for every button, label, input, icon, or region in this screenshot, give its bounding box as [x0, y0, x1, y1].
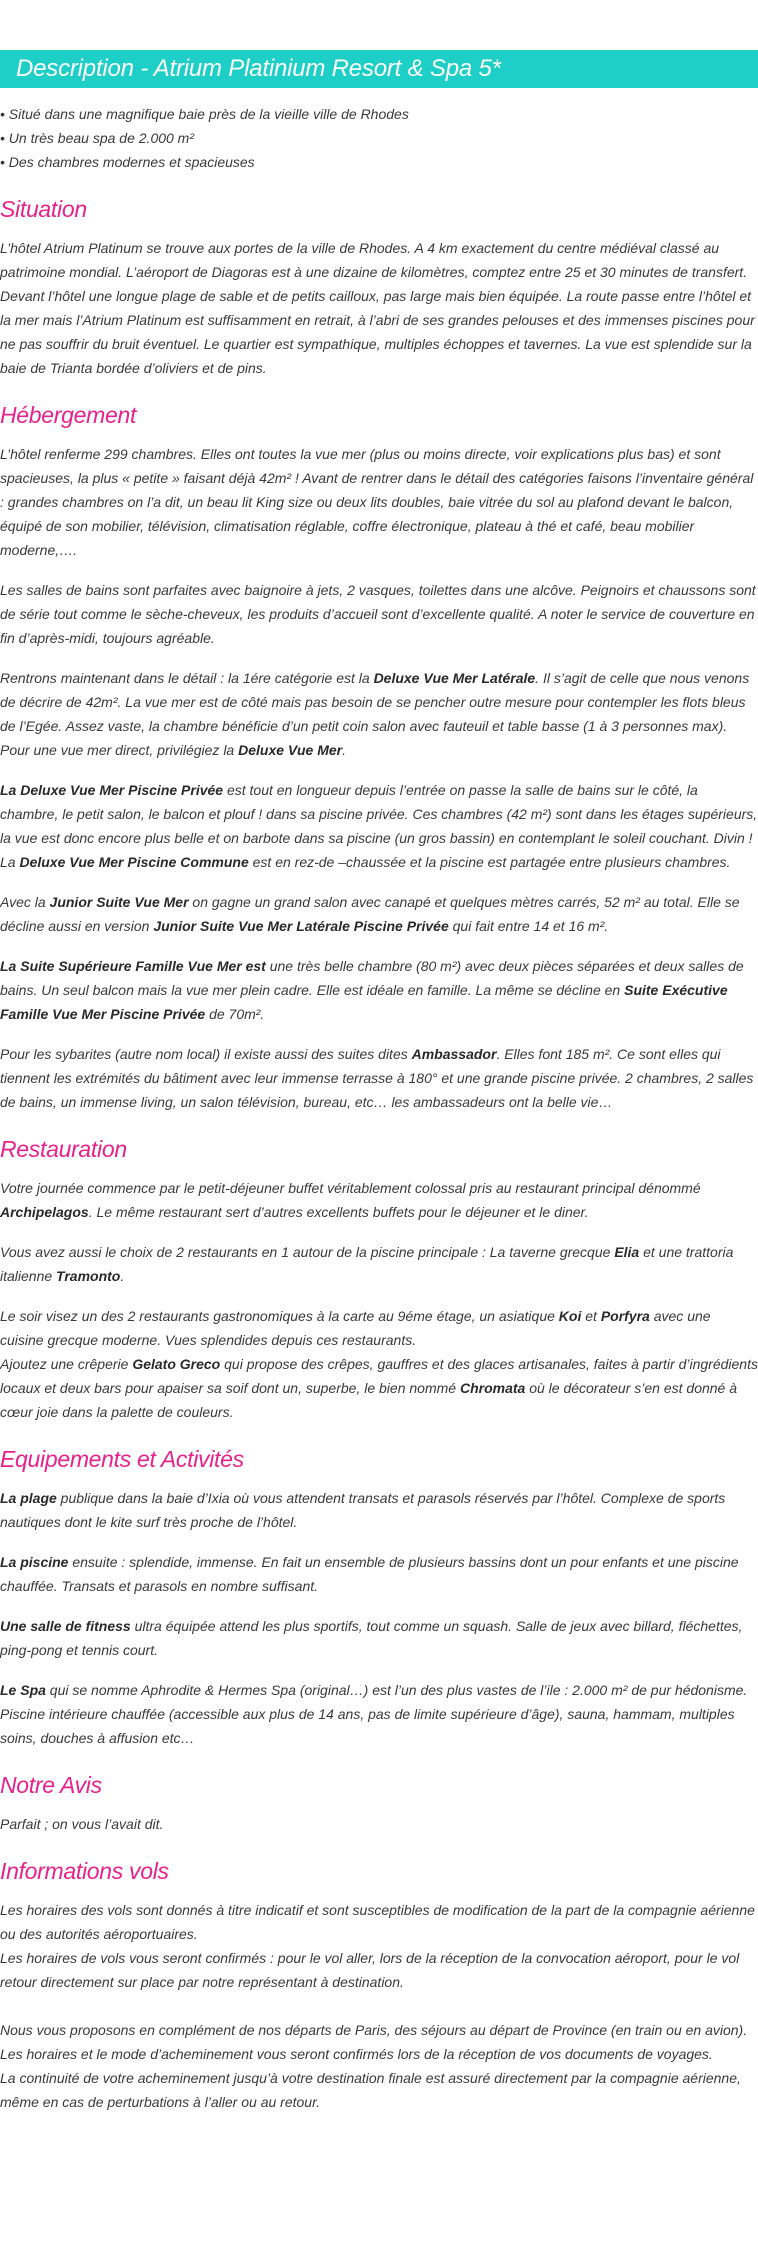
room-category-name: Deluxe Vue Mer	[238, 742, 343, 758]
facility-name: La plage	[0, 1490, 57, 1506]
hebergement-paragraph: L’hôtel renferme 299 chambres. Elles ont toutes la vue mer (plus ou moins directe, voir explications plus bas) et sont spacieuses, la plus « petite » faisant déjà 42m² ! Avant de rentrer dans le détail des catégories faisons l’inventaire général : grandes chambres on l’a dit, un beau lit King size ou deux lits doubles, baie vitrée du sol au plafond devant le balcon, équipé de son mobilier, télévision, climatisation réglable, coffre électronique, plateau à thé et café, beau mobilier moderne,….	[0, 446, 754, 558]
vols-paragraph: La continuité de votre acheminement jusqu’à votre destination finale est assuré directement par la compagnie aérienne, même en cas de perturbations à l’aller ou au retour.	[0, 2070, 741, 2110]
section-title-hebergement: Hébergement	[0, 402, 137, 428]
situation-paragraph: L’hôtel Atrium Platinum se trouve aux portes de la ville de Rhodes. A 4 km exactement du centre médiéval classé au patrimoine mondial. L’aéroport de Diagoras est à une dizaine de kilomètres, comptez entre 25 et 30 minutes de transfert. Devant l’hôtel une longue plage de sable et de petits cailloux, pas large mais bien équipée. La route passe entre l’hôtel et la mer mais l’Atrium Platinum est suffisamment en retrait, à l’abri de ses grandes pelouses et des immenses piscines pour ne pas souffrir du bruit éventuel. Le quartier est sympathique, multiples échoppes et tavernes. La vue est splendide sur la baie de Trianta bordée d’oliviers et de pins.	[0, 240, 755, 376]
restauration-paragraph: Votre journée commence par le petit-déjeuner buffet véritablement colossal pris au restaurant principal dénommé Archipelagos. Le même restaurant sert d’autres excellents buffets pour le déjeuner et le diner.	[0, 1180, 701, 1220]
facility-name: La piscine	[0, 1554, 69, 1570]
hebergement-paragraph: La Suite Supérieure Famille Vue Mer est une très belle chambre (80 m²) avec deux pièces séparées et deux salles de bains. Un seul balcon mais la vue mer plein cadre. Elle est idéale en famille. La même se décline en Suite Exécutive Famille Vue Mer Piscine Privée de 70m².	[0, 958, 744, 1022]
section-title-restauration: Restauration	[0, 1136, 127, 1162]
room-category-name: Junior Suite Vue Mer	[49, 894, 189, 910]
equipements-paragraph: Le Spa qui se nomme Aphrodite & Hermes Spa (original…) est l’un des plus vastes de l’ile : 2.000 m² de pur hédonisme. Piscine intérieure chauffée (accessible aux plus de 14 ans, pas de limite supérieure d’âge), sauna, hammam, multiples soins, douches à affusion etc…	[0, 1682, 748, 1746]
restaurant-name: Tramonto	[56, 1268, 121, 1284]
highlight-item: • Un très beau spa de 2.000 m²	[0, 130, 195, 146]
section-title-equipements: Equipements et Activités	[0, 1446, 244, 1472]
highlight-item: • Situé dans une magnifique baie près de la vieille ville de Rhodes	[0, 106, 409, 122]
hebergement-paragraph: Rentrons maintenant dans le détail : la 1ére catégorie est la Deluxe Vue Mer Latérale. Il s’agit de celle que nous venons de décrire de 42m². La vue mer est de côté mais pas besoin de se pencher outre mesure pour contempler les flots bleus de l’Egée. Assez vaste, la chambre bénéficie d’un petit coin salon avec fauteuil et table basse (1 à 3 personnes max). Pour une vue mer direct, privilégiez la Deluxe Vue Mer.	[0, 670, 750, 758]
section-title-vols: Informations vols	[0, 1858, 169, 1884]
restaurant-name: Elia	[614, 1244, 640, 1260]
restaurant-name: Koi	[558, 1308, 582, 1324]
restaurant-name: Chromata	[459, 1380, 526, 1396]
hotel-description-page	[0, 50, 758, 2114]
room-category-name: Ambassador	[411, 1046, 497, 1062]
facility-name: Une salle de fitness	[0, 1618, 131, 1634]
vols-paragraph: Les horaires et le mode d’acheminement vous seront confirmés lors de la réception de vos documents de voyages.	[0, 2046, 713, 2062]
highlights-list	[0, 102, 758, 174]
room-category-name: La Deluxe Vue Mer Piscine Privée	[0, 782, 224, 798]
restauration-paragraph: Vous avez aussi le choix de 2 restaurants en 1 autour de la piscine principale : La taverne grecque Elia et une trattoria italienne Tramonto.	[0, 1244, 734, 1284]
restauration-paragraph: Le soir visez un des 2 restaurants gastronomiques à la carte au 9éme étage, un asiatique Koi et Porfyra avec une cuisine grecque moderne. Vues splendides depuis ces restaurants.	[0, 1308, 711, 1348]
room-category-name: Deluxe Vue Mer Piscine Commune	[19, 854, 249, 870]
hebergement-paragraph: Pour les sybarites (autre nom local) il existe aussi des suites dites Ambassador. Elles font 185 m². Ce sont elles qui tiennent les extrémités du bâtiment avec leur immense terrasse à 180° et une grande piscine privée. 2 chambres, 2 salles de bains, un immense living, un salon télévision, bureau, etc… les ambassadeurs ont la belle vie…	[0, 1046, 754, 1110]
restaurant-name: Gelato Greco	[132, 1356, 221, 1372]
vols-paragraph: Les horaires de vols vous seront confirmés : pour le vol aller, lors de la réception de la convocation aéroport, pour le vol retour directement sur place par notre représentant à destination.	[0, 1950, 740, 1990]
equipements-paragraph: La piscine ensuite : splendide, immense. En fait un ensemble de plusieurs bassins dont un pour enfants et une piscine chauffée. Transats et parasols en nombre suffisant.	[0, 1554, 739, 1594]
restaurant-name: Archipelagos	[0, 1204, 89, 1220]
paragraph-spacer	[0, 1994, 758, 2018]
facility-name: Le Spa	[0, 1682, 46, 1698]
avis-paragraph: Parfait ; on vous l’avait dit.	[0, 1816, 164, 1832]
room-category-name: Suite Exécutive Famille Vue Mer Piscine Privée	[0, 982, 728, 1022]
vols-paragraph: Les horaires des vols sont donnés à titre indicatif et sont susceptibles de modification de la part de la compagnie aérienne ou des autorités aéroportuaires.	[0, 1902, 755, 1942]
equipements-paragraph: Une salle de fitness ultra équipée attend les plus sportifs, tout comme un squash. Salle de jeux avec billard, fléchettes, ping-pong et tennis court.	[0, 1618, 743, 1658]
restauration-paragraph: Ajoutez une crêperie Gelato Greco qui propose des crêpes, gauffres et des glaces artisanales, faites à partir d’ingrédients locaux et deux bars pour apaiser sa soif dont un, superbe, le bien nommé Chromata où le décorateur s’en est donné à cœur joie dans la palette de couleurs.	[0, 1356, 758, 1420]
hebergement-paragraph: La Deluxe Vue Mer Piscine Privée est tout en longueur depuis l’entrée on passe la salle de bains sur le côté, la chambre, le petit salon, le balcon et plouf ! dans sa piscine privée. Ces chambres (42 m²) sont dans les étages supérieurs, la vue est donc encore plus belle et on barbote dans sa piscine (un gros bassin) en contemplant le soleil couchant. Divin ! La Deluxe Vue Mer Piscine Commune est en rez-de –chaussée et la piscine est partagée entre plusieurs chambres.	[0, 782, 758, 870]
vols-paragraph: Nous vous proposons en complément de nos départs de Paris, des séjours au départ de Province (en train ou en avion).	[0, 2022, 748, 2038]
description-banner: Description - Atrium Platinium Resort & Spa 5*	[0, 50, 758, 88]
room-category-name: Deluxe Vue Mer Latérale	[373, 670, 536, 686]
restaurant-name: Porfyra	[600, 1308, 650, 1324]
hebergement-paragraph: Les salles de bains sont parfaites avec baignoire à jets, 2 vasques, toilettes dans une alcôve. Peignoirs et chaussons sont de série tout comme le sèche-cheveux, les produits d’accueil sont d’excellente qualité. A noter le service de couverture en fin d’après-midi, toujours agréable.	[0, 582, 756, 646]
highlight-item: • Des chambres modernes et spacieuses	[0, 154, 255, 170]
section-title-avis: Notre Avis	[0, 1772, 102, 1798]
room-category-name: La Suite Supérieure Famille Vue Mer est	[0, 958, 266, 974]
hebergement-paragraph: Avec la Junior Suite Vue Mer on gagne un grand salon avec canapé et quelques mètres carrés, 52 m² au total. Elle se décline aussi en version Junior Suite Vue Mer Latérale Piscine Privée qui fait entre 14 et 16 m².	[0, 894, 740, 934]
equipements-paragraph: La plage publique dans la baie d’Ixia où vous attendent transats et parasols réservés par l’hôtel. Complexe de sports nautiques dont le kite surf très proche de l’hôtel.	[0, 1490, 726, 1530]
section-title-situation: Situation	[0, 196, 87, 222]
room-category-name: Junior Suite Vue Mer Latérale Piscine Privée	[153, 918, 449, 934]
